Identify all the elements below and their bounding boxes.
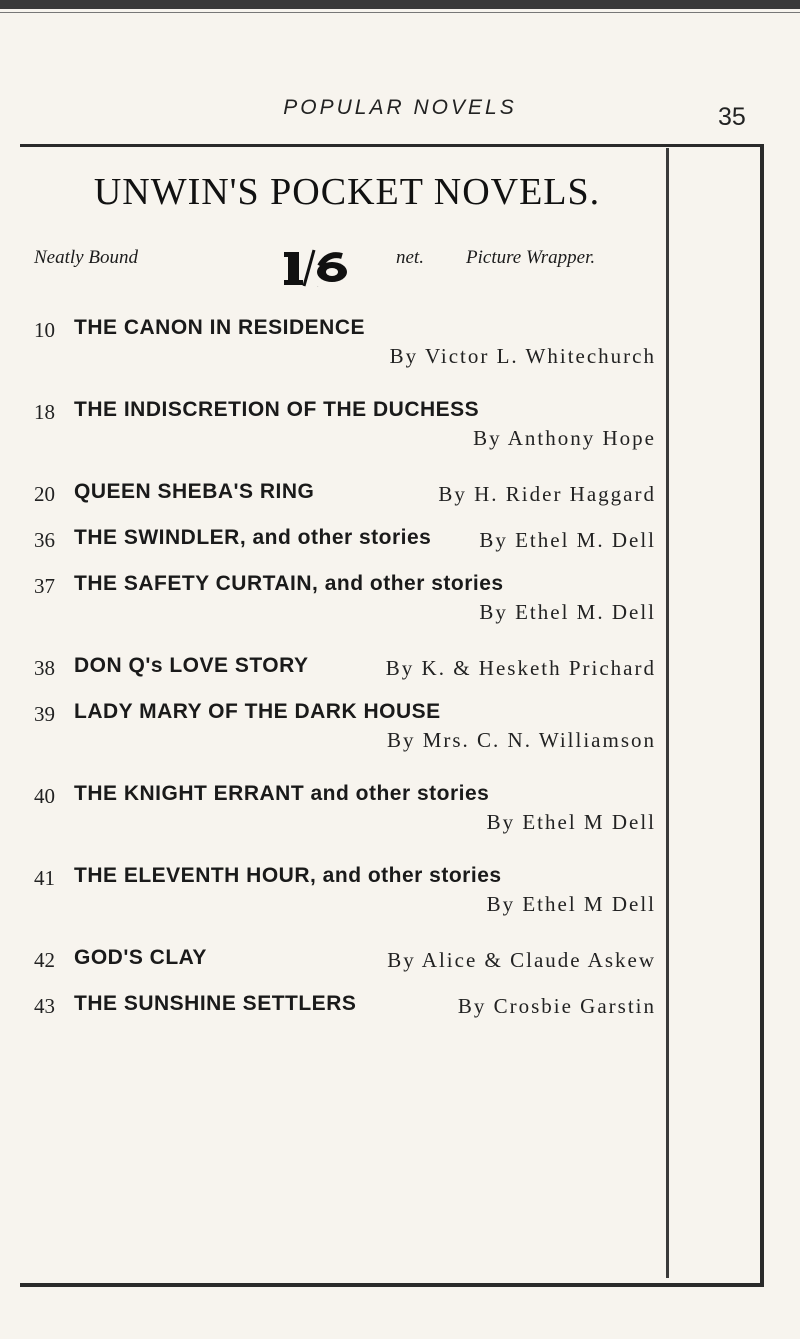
net-note: net. bbox=[396, 247, 424, 268]
top-rule-thin bbox=[0, 12, 800, 13]
item-title: THE KNIGHT ERRANT and other stories bbox=[74, 782, 490, 805]
item-number: 37 bbox=[34, 574, 55, 598]
list-item bbox=[34, 482, 658, 528]
item-number: 18 bbox=[34, 400, 55, 424]
list-item bbox=[34, 866, 658, 948]
column-rule bbox=[666, 148, 669, 1278]
item-number: 38 bbox=[34, 656, 55, 680]
list-item bbox=[34, 784, 658, 866]
price-emblem bbox=[284, 248, 350, 288]
item-author: By Crosbie Garstin bbox=[457, 994, 656, 1018]
item-title: THE INDISCRETION OF THE DUCHESS bbox=[74, 398, 480, 421]
item-author: By Ethel M. Dell bbox=[479, 600, 656, 624]
item-title: THE SWINDLER, and other stories bbox=[74, 526, 432, 549]
page-number: 35 bbox=[718, 103, 746, 131]
list-item bbox=[34, 400, 658, 482]
list-item bbox=[34, 948, 658, 994]
item-author: By Victor L. Whitechurch bbox=[389, 344, 656, 368]
item-title: LADY MARY OF THE DARK HOUSE bbox=[74, 700, 441, 723]
list-item bbox=[34, 528, 658, 574]
running-head: POPULAR NOVELS bbox=[283, 96, 517, 119]
item-number: 39 bbox=[34, 702, 55, 726]
item-author: By Mrs. C. N. Williamson bbox=[386, 728, 656, 752]
list-item bbox=[34, 574, 658, 656]
item-author: By K. & Hesketh Prichard bbox=[385, 656, 656, 680]
list-item bbox=[34, 318, 658, 400]
list-item bbox=[34, 994, 658, 1040]
binding-note: Neatly Bound bbox=[34, 247, 138, 268]
item-author: By Anthony Hope bbox=[473, 426, 656, 450]
item-title: DON Q's LOVE STORY bbox=[74, 654, 309, 677]
item-author: By Ethel M. Dell bbox=[479, 528, 656, 552]
item-title: THE SUNSHINE SETTLERS bbox=[74, 992, 357, 1015]
item-author: By H. Rider Haggard bbox=[438, 482, 656, 506]
item-number: 40 bbox=[34, 784, 55, 808]
item-author: By Ethel M Dell bbox=[486, 892, 656, 916]
item-number: 36 bbox=[34, 528, 55, 552]
item-title: THE ELEVENTH HOUR, and other stories bbox=[74, 864, 502, 887]
item-title: QUEEN SHEBA'S RING bbox=[74, 480, 315, 503]
price-label: 1/6 bbox=[317, 287, 319, 288]
item-title: GOD'S CLAY bbox=[74, 946, 207, 969]
item-author: By Ethel M Dell bbox=[486, 810, 656, 834]
item-author: By Alice & Claude Askew bbox=[387, 948, 656, 972]
item-title: THE CANON IN RESIDENCE bbox=[74, 316, 366, 339]
item-number: 42 bbox=[34, 948, 55, 972]
wrapper-note: Picture Wrapper. bbox=[466, 247, 596, 268]
advert-title: UNWIN'S POCKET NOVELS. bbox=[93, 171, 601, 213]
item-number: 43 bbox=[34, 994, 55, 1018]
top-rule bbox=[0, 0, 800, 9]
item-number: 20 bbox=[34, 482, 55, 506]
novel-list bbox=[34, 318, 658, 1040]
item-number: 41 bbox=[34, 866, 55, 890]
item-number: 10 bbox=[34, 318, 55, 342]
item-title: THE SAFETY CURTAIN, and other stories bbox=[74, 572, 504, 595]
list-item bbox=[34, 702, 658, 784]
list-item bbox=[34, 656, 658, 702]
